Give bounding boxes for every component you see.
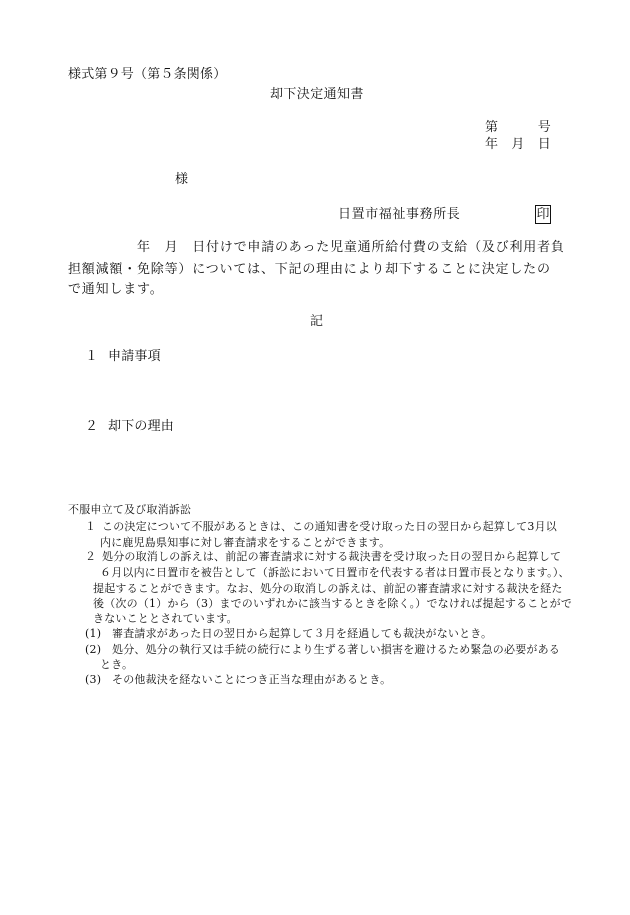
appeal-line: 処分、処分の執行又は手続の続行により生ずる著しい損害を避けるため緊急の必要がある xyxy=(112,643,560,656)
item-label-application: 申請事項 xyxy=(108,349,161,364)
appeal-line: とき。 xyxy=(100,658,134,671)
form-number: 様式第９号（第５条関係） xyxy=(68,67,227,82)
ki-heading: 記 xyxy=(310,314,324,329)
body-line: 年 月 日付けで申請のあった児童通所給付費の支給（及び利用者負 xyxy=(137,240,565,255)
body-line: 担額減額・免除等）については、下記の理由により却下することに決定したの xyxy=(68,262,551,277)
document-title: 却下決定通知書 xyxy=(270,87,364,102)
appeal-line: 提起することができます。なお、処分の取消しの訴えは、前記の審査請求に対する裁決を経た xyxy=(93,582,563,595)
appeal-line: 内に鹿児島県知事に対し審査請求をすることができます。 xyxy=(100,536,391,549)
appeal-line: 処分の取消しの訴えは、前記の審査請求に対する裁決書を受け取った日の翌日から起算して xyxy=(102,550,562,563)
appeal-line: 審査請求があった日の翌日から起算して３月を経過しても裁決がないとき。 xyxy=(112,627,493,640)
seal-stamp-box: 印 xyxy=(536,207,550,222)
appeal-item-number: １ xyxy=(85,520,97,533)
appeal-line: この決定について不服があるときは、この通知書を受け取った日の翌日から起算して3月以 xyxy=(102,520,557,533)
appeal-heading: 不服申立て及び取消訴訟 xyxy=(68,503,192,516)
appeal-line: その他裁決を経ないことにつき正当な理由があるとき。 xyxy=(112,673,392,686)
appeal-subitem-number: (3) xyxy=(85,673,102,686)
appeal-line: 後（次の（1）から（3）までのいずれかに該当するときを除く。）でなければ提起することがで xyxy=(93,597,573,610)
appeal-item-number: ２ xyxy=(85,550,97,563)
document-number: 第 号 xyxy=(485,120,552,135)
issuer-name: 日置市福祉事務所長 xyxy=(338,207,461,222)
item-number: １ xyxy=(85,349,99,364)
recipient-suffix: 様 xyxy=(175,172,189,187)
appeal-line: ６月以内に日置市を被告として（訴訟において日置市を代表する者は日置市長となります。）、 xyxy=(100,566,570,579)
appeal-subitem-number: (2) xyxy=(85,643,102,656)
item-label-reason: 却下の理由 xyxy=(108,419,175,434)
item-number: ２ xyxy=(85,419,99,434)
appeal-line: きないこととされています。 xyxy=(93,612,238,625)
appeal-subitem-number: (1) xyxy=(85,627,102,640)
document-date: 年 月 日 xyxy=(485,137,552,152)
body-line: で通知します。 xyxy=(68,282,164,297)
